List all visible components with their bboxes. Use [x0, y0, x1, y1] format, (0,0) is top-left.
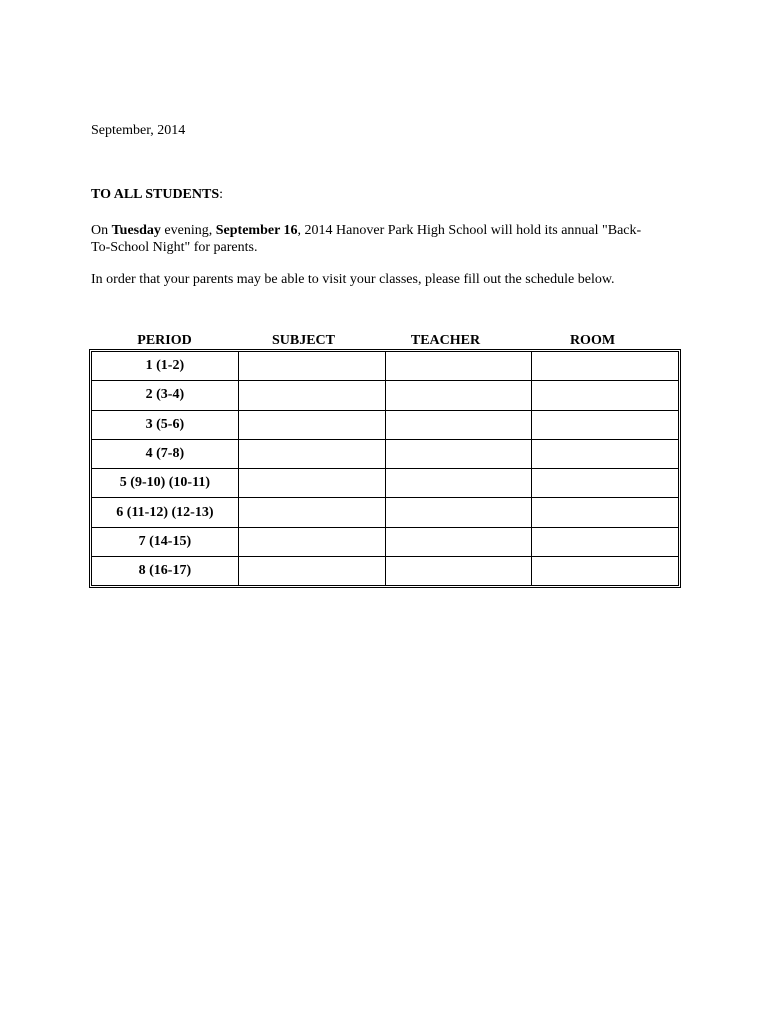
- table-row: [92, 498, 678, 527]
- teacher-field[interactable]: [386, 557, 533, 585]
- header-room: ROOM: [569, 333, 616, 348]
- table-row: [92, 469, 678, 498]
- salutation: [91, 187, 223, 203]
- schedule-table: [89, 349, 681, 588]
- table-row: [92, 557, 678, 585]
- period-cell: 2 (3-4): [92, 381, 239, 410]
- room-field[interactable]: [532, 498, 678, 527]
- teacher-field[interactable]: [386, 440, 533, 469]
- salutation-text: TO ALL STUDENTS: [91, 187, 220, 202]
- period-cell: 7 (14-15): [92, 528, 239, 557]
- subject-field[interactable]: [239, 352, 386, 381]
- para1-text-1: On: [91, 223, 112, 238]
- subject-field[interactable]: [239, 411, 386, 440]
- salutation-punctuation: :: [219, 187, 224, 202]
- teacher-field[interactable]: [386, 498, 533, 527]
- para1-text-2: evening,: [160, 223, 216, 238]
- room-field[interactable]: [532, 381, 678, 410]
- room-field[interactable]: [532, 528, 678, 557]
- table-row: [92, 352, 678, 381]
- table-row: [92, 411, 678, 440]
- teacher-field[interactable]: [386, 411, 533, 440]
- subject-field[interactable]: [239, 557, 386, 585]
- room-field[interactable]: [532, 411, 678, 440]
- teacher-field[interactable]: [386, 469, 533, 498]
- subject-field[interactable]: [239, 469, 386, 498]
- room-field[interactable]: [532, 440, 678, 469]
- room-field[interactable]: [532, 352, 678, 381]
- instruction-paragraph: In order that your parents may be able to visit your classes, please fill out the schedule below.: [91, 272, 615, 287]
- para1-day: Tuesday: [111, 223, 161, 238]
- teacher-field[interactable]: [386, 528, 533, 557]
- period-cell: 4 (7-8): [92, 440, 239, 469]
- para1-text-3: , 2014 Hanover Park High School will hold its annual "Back-To-School Night" for parents.: [91, 223, 642, 255]
- para1-date: September 16: [215, 223, 298, 238]
- table-row: [92, 381, 678, 410]
- teacher-field[interactable]: [386, 381, 533, 410]
- subject-field[interactable]: [239, 498, 386, 527]
- room-field[interactable]: [532, 469, 678, 498]
- period-cell: 6 (11-12) (12-13): [92, 498, 239, 527]
- subject-field[interactable]: [239, 528, 386, 557]
- period-cell: 8 (16-17): [92, 557, 239, 585]
- header-teacher: TEACHER: [410, 333, 481, 348]
- room-field[interactable]: [532, 557, 678, 585]
- subject-field[interactable]: [239, 381, 386, 410]
- teacher-field[interactable]: [386, 352, 533, 381]
- period-cell: 3 (5-6): [92, 411, 239, 440]
- letter-date: September, 2014: [91, 123, 186, 138]
- announcement-paragraph: [91, 222, 651, 256]
- schedule-header-row: [91, 333, 679, 349]
- period-cell: 5 (9-10) (10-11): [92, 469, 239, 498]
- table-row: [92, 528, 678, 557]
- subject-field[interactable]: [239, 440, 386, 469]
- header-period: PERIOD: [137, 333, 192, 348]
- table-row: [92, 440, 678, 469]
- period-cell: 1 (1-2): [92, 352, 239, 381]
- header-subject: SUBJECT: [271, 333, 336, 348]
